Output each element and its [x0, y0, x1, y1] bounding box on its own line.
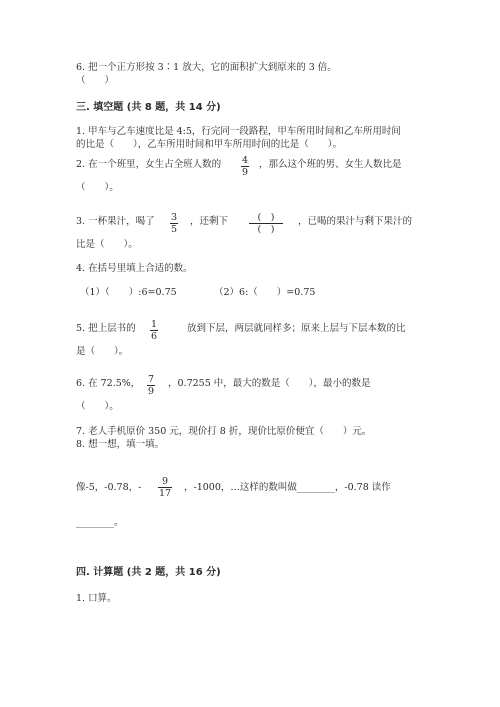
fill-question-6-post: ，0.7255 中，最大的数是（ ），最小的数是	[168, 378, 371, 389]
fill-question-3-line2: 比是（ ）。	[76, 239, 138, 250]
fraction-denominator: 6	[151, 331, 158, 342]
fill-question-4-title: 4. 在括号里填上合适的数。	[76, 263, 193, 274]
fraction-numerator: 4	[242, 155, 249, 166]
calc-question-1: 1. 口算。	[76, 593, 117, 604]
fill-question-4-part2: （2）6:（ ）=0.75	[214, 287, 316, 298]
fill-question-2-post: ，那么这个班的男、女生人数比是	[259, 159, 402, 170]
fraction-numerator: 7	[148, 374, 155, 385]
section-3-title: 三. 填空题 (共 8 题，共 14 分)	[76, 102, 221, 113]
fill-question-8-post: ，-1000，…这样的数叫做________，-0.78 读作	[184, 482, 391, 493]
fill-question-4-part1: （1）（ ）:6=0.75	[80, 287, 177, 298]
fill-question-3-mid: ，还剩下	[190, 216, 229, 227]
fraction-denominator: 9	[242, 167, 249, 178]
fill-question-6-pre: 6. 在 72.5%，	[76, 378, 141, 389]
fraction-denominator: 17	[159, 488, 172, 499]
section-4-title: 四. 计算题 (共 2 题，共 16 分)	[76, 567, 221, 578]
fill-question-1-line1: 1. 甲车与乙车速度比是 4:5，行完同一段路程，甲车所用时间和乙车所用时间	[76, 126, 401, 137]
fill-question-3-post: ，已喝的果汁与剩下果汁的	[298, 216, 413, 227]
fraction-3-5	[170, 212, 178, 235]
blank-fraction	[249, 212, 283, 235]
fill-question-8-title: 8. 想一想，填一填。	[76, 439, 165, 450]
fraction-numerator: 3	[171, 212, 178, 223]
judge-answer-6: （ ）	[76, 75, 115, 86]
fraction-numerator: 9	[162, 476, 169, 487]
fraction-numerator-blank: ( )	[257, 212, 275, 223]
fill-question-6-line2: （ ）。	[76, 401, 119, 412]
fraction-7-9	[147, 374, 155, 397]
fill-question-2-answer: （ ）。	[76, 182, 119, 193]
fill-question-5-line2: 是（ ）。	[76, 346, 129, 357]
fraction-denominator-blank: ( )	[257, 224, 275, 235]
fraction-denominator: 5	[171, 224, 178, 235]
fill-question-8-line2: ________。	[76, 517, 124, 528]
fraction-9-17	[158, 476, 172, 499]
fill-question-2-pre: 2. 在一个班里，女生占全班人数的	[76, 159, 222, 170]
fraction-1-6	[150, 319, 158, 342]
fill-question-5-post: 放到下层，两层就同样多；原来上层与下层本数的比	[187, 323, 406, 334]
fill-question-7: 7. 老人手机原价 350 元，现价打 8 折，现价比原价便宜（ ）元。	[76, 426, 372, 437]
fill-question-1-line2: 的比是（ ），乙车所用时间和甲车所用时间的比是（ ）。	[76, 139, 343, 150]
fill-question-5-pre: 5. 把上层书的	[76, 323, 136, 334]
fraction-numerator: 1	[151, 319, 158, 330]
fraction-denominator: 9	[148, 386, 155, 397]
fill-question-8-pre: 像-5，-0.78，-	[76, 482, 142, 493]
judge-question-6: 6. 把一个正方形按 3∶1 放大，它的面积扩大到原来的 3 倍。	[76, 62, 337, 73]
fill-question-3-pre: 3. 一杯果汁，喝了	[76, 216, 155, 227]
fraction-4-9	[241, 155, 249, 178]
